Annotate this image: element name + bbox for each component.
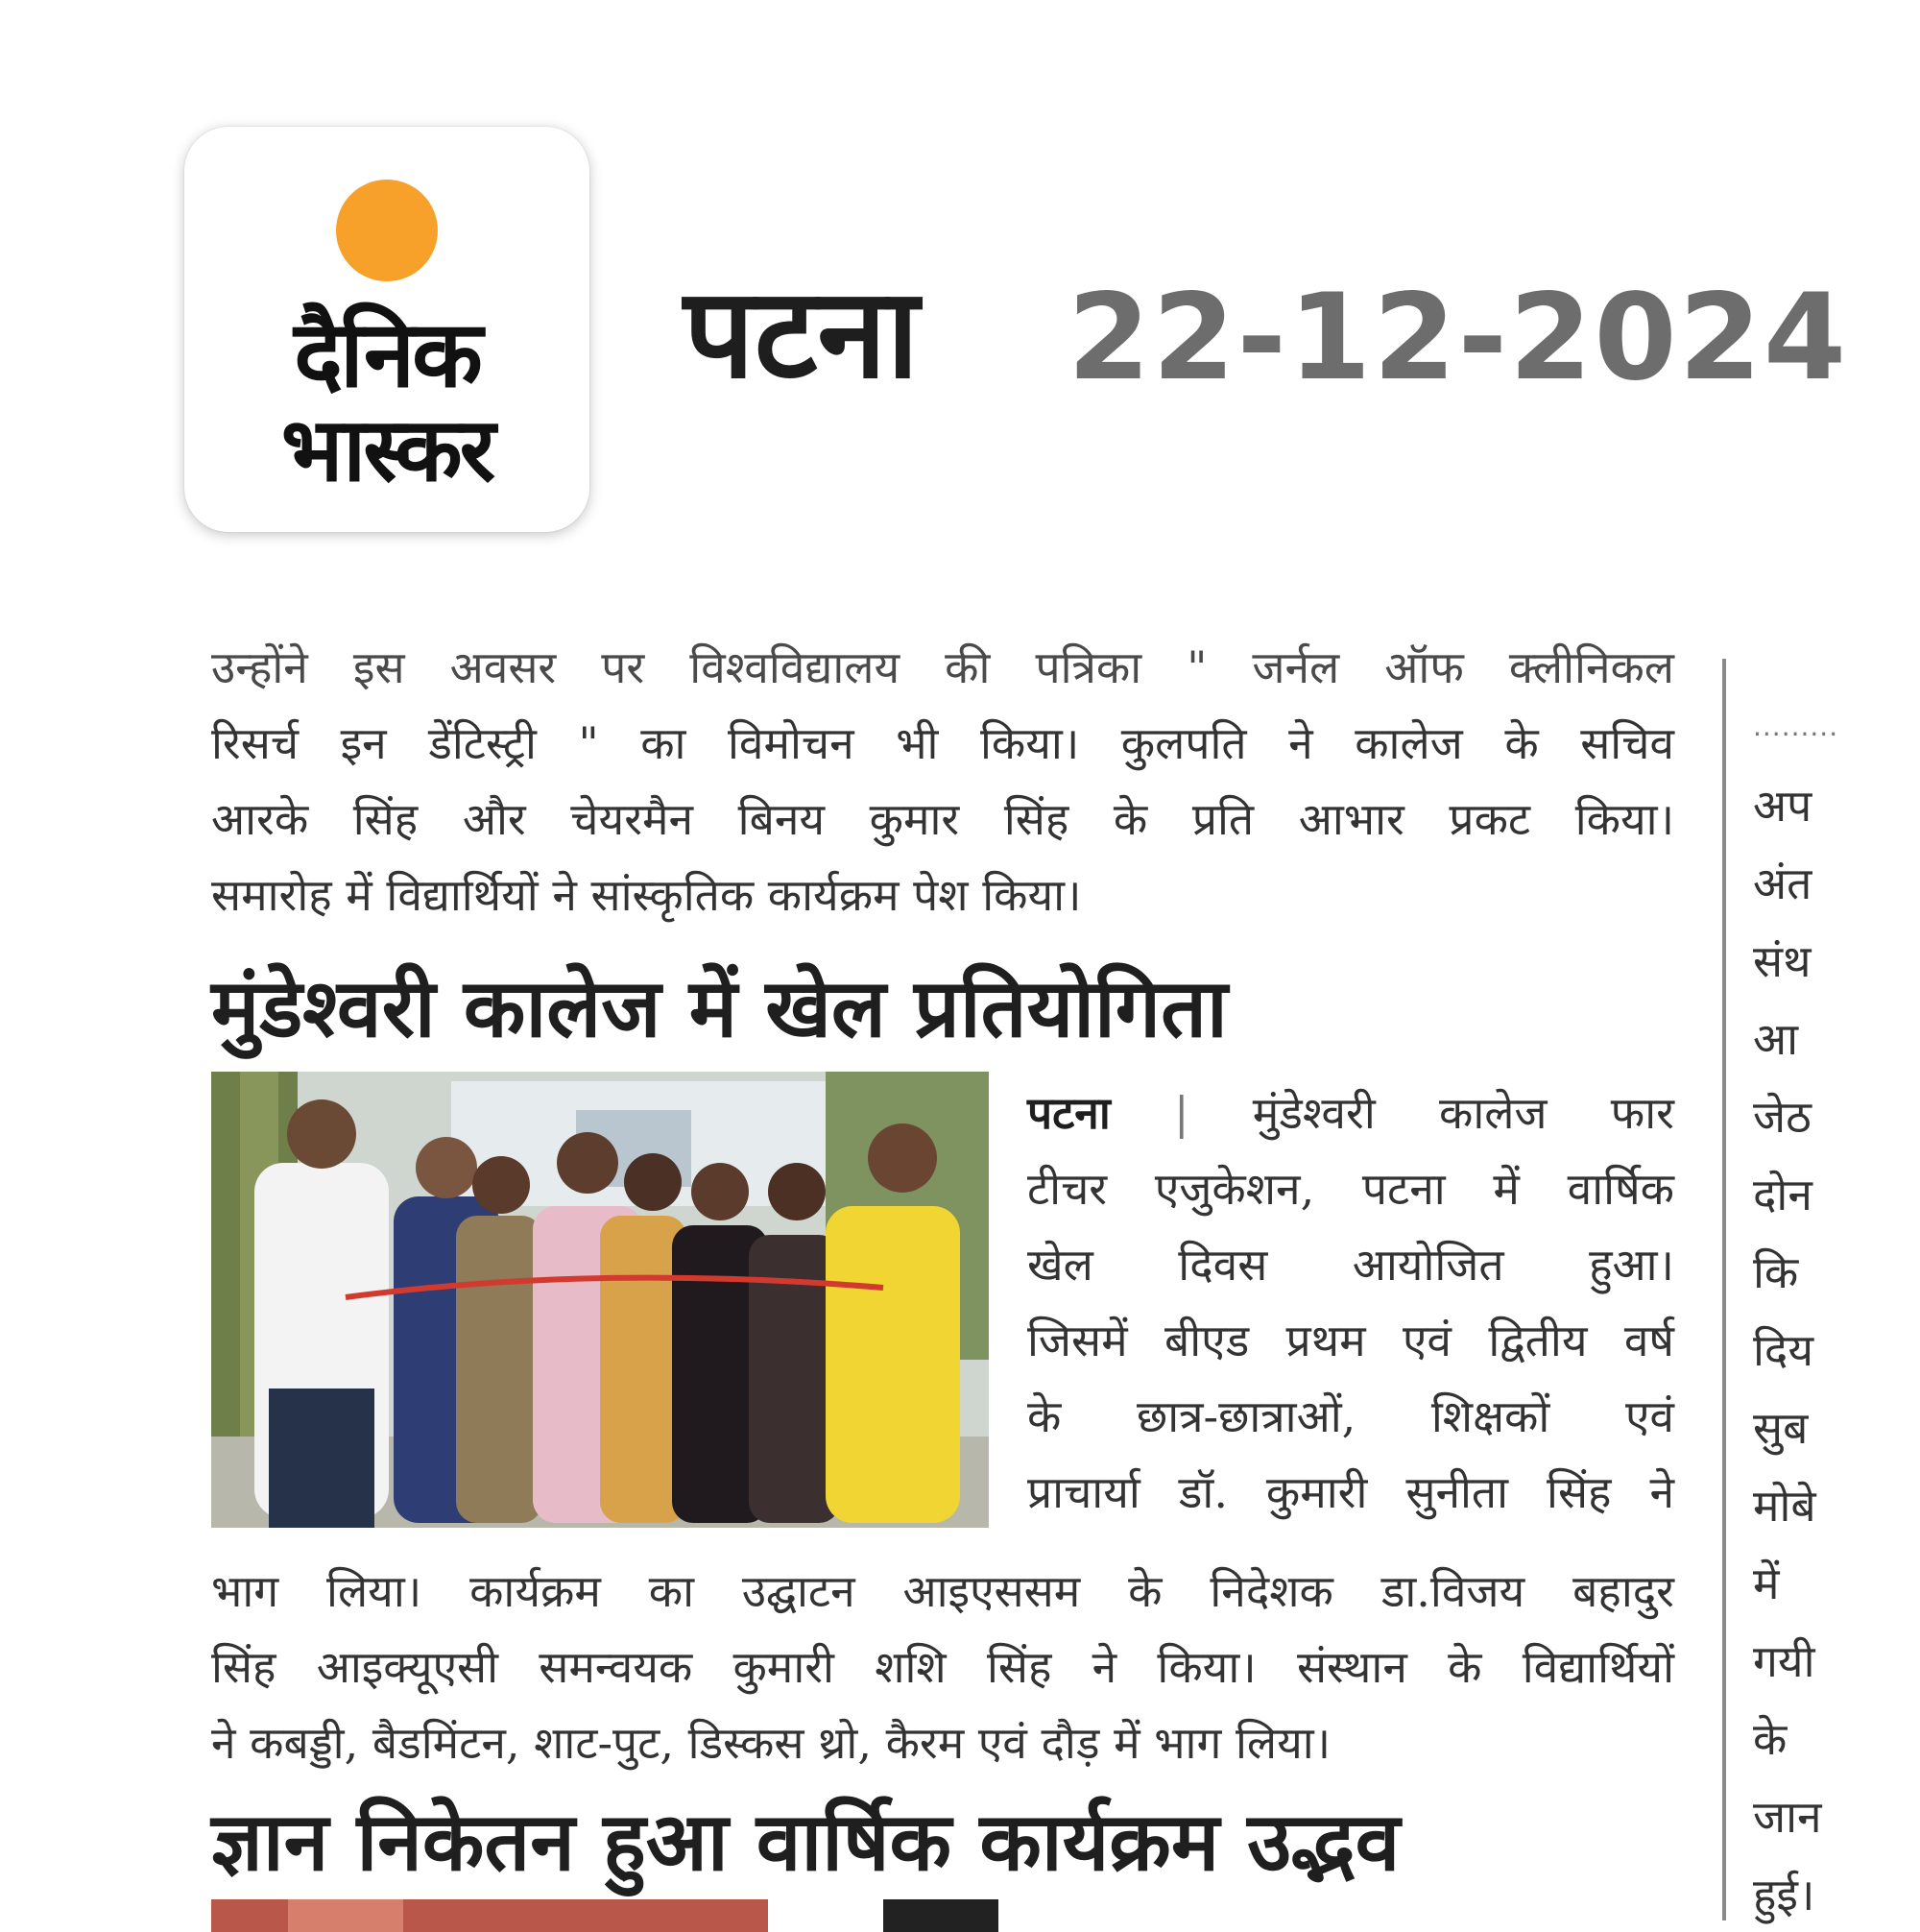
text-fragment: गयी [1753, 1635, 1815, 1687]
text-fragment: हुई। [1753, 1869, 1815, 1920]
text-fragment: जान [1753, 1791, 1822, 1843]
text-fragment: मुंडेश्वरी कालेज फार [1252, 1087, 1674, 1139]
text-line: ने कबड्डी, बैडमिंटन, शाट-पुट, डिस्कस थ्रो, कैरम एवं दौड़ में भाग लिया। [211, 1717, 1332, 1769]
text-fragment: संथ [1753, 935, 1812, 987]
text-line: जिसमें बीएड प्रथम एवं द्वितीय वर्ष [1027, 1315, 1674, 1366]
logo-sun-icon [336, 180, 438, 281]
next-article-photo-edge [211, 1894, 1674, 1932]
text-fragment: जेठ [1753, 1091, 1812, 1143]
text-line: खेल दिवस आयोजित हुआ। [1027, 1239, 1674, 1291]
text-line: आरके सिंह और चेयरमैन बिनय कुमार सिंह के प्रति आभार प्रकट किया। [211, 793, 1674, 845]
article-intro-text [1027, 1075, 1674, 1531]
text-fragment: मोबे [1753, 1480, 1816, 1532]
text-line: टीचर एजुकेशन, पटना में वार्षिक [1027, 1163, 1674, 1215]
text-line: सिंह आइक्यूएसी समन्वयक कुमारी शशि सिंह ने किया। संस्थान के विद्यार्थियों [211, 1641, 1674, 1693]
edition-date: 22-12-2024 [1068, 269, 1849, 407]
text-fragment: आ [1753, 1013, 1799, 1065]
text-line: प्राचार्या डॉ. कुमारी सुनीता सिंह ने [1027, 1466, 1674, 1518]
text-line: समारोह में विद्यार्थियों ने सांस्कृतिक कार्यक्रम पेश किया। [211, 869, 1082, 921]
dateline-separator: | [1174, 1087, 1189, 1139]
article-headline: मुंडेश्वरी कालेज में खेल प्रतियोगिता [211, 961, 1228, 1055]
dainik-bhaskar-logo [184, 127, 589, 532]
logo-text-line2: भास्कर [280, 398, 493, 501]
text-fragment: दोन [1753, 1169, 1812, 1220]
text-line: के छात्र-छात्राओं, शिक्षकों एवं [1027, 1390, 1674, 1442]
column-divider [1722, 659, 1726, 1920]
text-fragment: सुब [1753, 1402, 1809, 1454]
group-ribbon-cutting-photo [211, 1072, 989, 1528]
text-line: उन्होंने इस अवसर पर विश्वविद्यालय की पत्रिका " जर्नल ऑफ क्लीनिकल [211, 641, 1674, 693]
dotted-rule: ......... [1753, 711, 1839, 742]
logo-text-line1: दैनिक [294, 301, 480, 408]
newspaper-clipping [173, 641, 1891, 1920]
text-fragment: दिय [1753, 1324, 1814, 1376]
text-fragment: अप [1753, 780, 1812, 832]
edition-city: पटना [684, 260, 920, 406]
text-line [1027, 1075, 1674, 1151]
article-body-text [211, 1554, 1674, 1781]
text-line: रिसर्च इन डेंटिस्ट्री " का विमोचन भी किया। कुलपति ने कालेज के सचिव [211, 717, 1674, 769]
text-fragment: में [1753, 1558, 1780, 1609]
text-fragment: अंत [1753, 857, 1812, 909]
adjacent-column-fragment [1753, 659, 1839, 1920]
dateline: पटना [1027, 1087, 1111, 1139]
text-fragment: कि [1753, 1246, 1799, 1298]
previous-article-tail [211, 630, 1674, 933]
next-article-headline: ज्ञान निकेतन हुआ वार्षिक कार्यक्रम उद्भव [211, 1795, 1401, 1889]
text-line: भाग लिया। कार्यक्रम का उद्घाटन आइएससम के निदेशक डा.विजय बहादुर [211, 1565, 1674, 1617]
text-fragment: के [1753, 1713, 1788, 1765]
article-photo [211, 1072, 989, 1528]
